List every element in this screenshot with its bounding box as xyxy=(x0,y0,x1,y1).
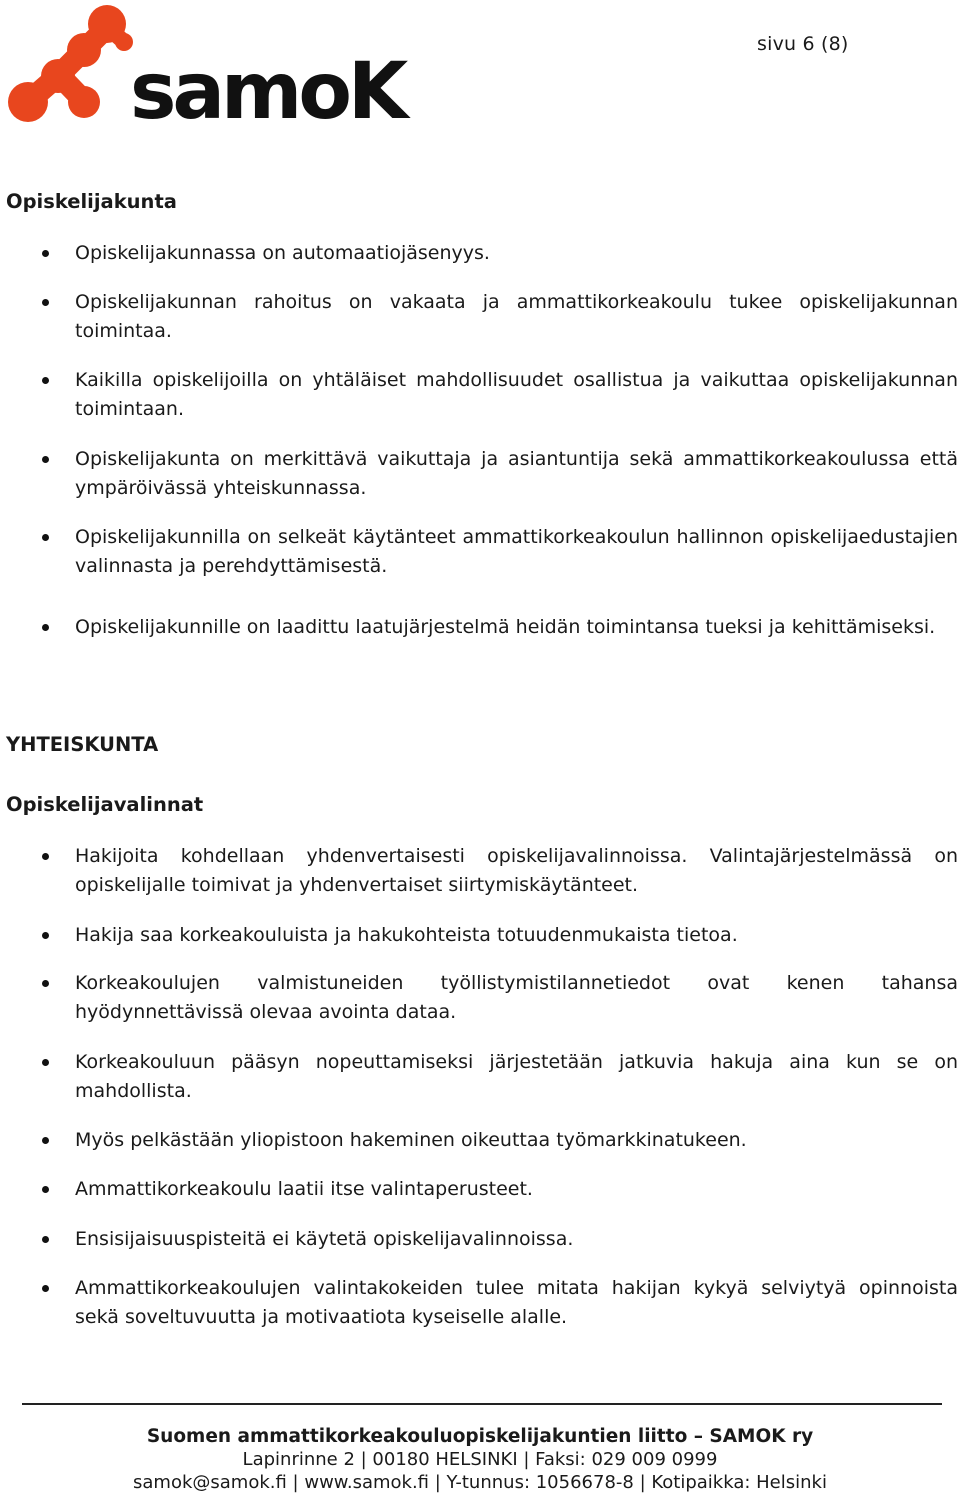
list-item: Hakija saa korkeakouluista ja hakukohteista totuudenmukaista tietoa. xyxy=(75,921,958,950)
footer-org: Suomen ammattikorkeakouluopiskelijakuntien liitto – SAMOK ry xyxy=(146,1426,814,1447)
main-heading-yhteiskunta: YHTEISKUNTA xyxy=(6,733,159,756)
samok-logo xyxy=(4,0,424,130)
list-item: Korkeakouluun pääsyn nopeuttamiseksi järjestetään jatkuvia hakuja aina kun se on mahdollista. xyxy=(75,1048,958,1106)
list-item: Kaikilla opiskelijoilla on yhtäläiset mahdollisuudet osallistua ja vaikuttaa opiskelijakunnan toimintaan. xyxy=(75,366,958,424)
logo-bubbles-icon xyxy=(8,5,133,122)
list-item: Opiskelijakunnille on laadittu laatujärjestelmä heidän toimintansa tueksi ja kehittämiseksi. xyxy=(75,613,958,642)
page-number: sivu 6 (8) xyxy=(757,33,849,55)
list-item: Ensisijaisuuspisteitä ei käytetä opiskelijavalinnoissa. xyxy=(75,1225,958,1254)
section-heading-opiskelijavalinnat: Opiskelijavalinnat xyxy=(6,793,204,816)
list-item: Opiskelijakunnan rahoitus on vakaata ja ammattikorkeakoulu tukee opiskelijakunnan toimintaa. xyxy=(75,288,958,346)
list-item: Hakijoita kohdellaan yhdenvertaisesti opiskelijavalinnoissa. Valintajärjestelmässä on opiskelijalle toimivat ja yhdenvertaiset siirtymiskäytänteet. xyxy=(75,842,958,900)
footer-divider xyxy=(22,1403,942,1405)
list-item: Myös pelkästään yliopistoon hakeminen oikeuttaa työmarkkinatukeen. xyxy=(75,1126,958,1155)
section-heading-opiskelijakunta: Opiskelijakunta xyxy=(6,190,177,213)
list-item: Ammattikorkeakoulu laatii itse valintaperusteet. xyxy=(75,1175,958,1204)
logo-wordmark: samoK xyxy=(130,47,405,130)
footer-address: Lapinrinne 2 | 00180 HELSINKI | Faksi: 029 009 0999 xyxy=(242,1449,718,1470)
list-item: Ammattikorkeakoulujen valintakokeiden tulee mitata hakijan kykyä selviytyä opinnoista sekä soveltuvuutta ja motivaatiota kyseiselle alalle. xyxy=(75,1274,958,1332)
footer-contact: samok@samok.fi | www.samok.fi | Y-tunnus: 1056678-8 | Kotipaikka: Helsinki xyxy=(133,1472,827,1493)
list-item: Opiskelijakunta on merkittävä vaikuttaja ja asiantuntija sekä ammattikorkeakoulussa että ympäröivässä yhteiskunnassa. xyxy=(75,445,958,503)
list-item: Opiskelijakunnilla on selkeät käytänteet ammattikorkeakoulun hallinnon opiskelijaedustajien valinnasta ja perehdyttämisestä. xyxy=(75,523,958,581)
list-item: Korkeakoulujen valmistuneiden työllistymistilannetiedot ovat kenen tahansa hyödynnettävissä olevaa avointa dataa. xyxy=(75,969,958,1027)
list-item: Opiskelijakunnassa on automaatiojäsenyys. xyxy=(75,239,958,268)
